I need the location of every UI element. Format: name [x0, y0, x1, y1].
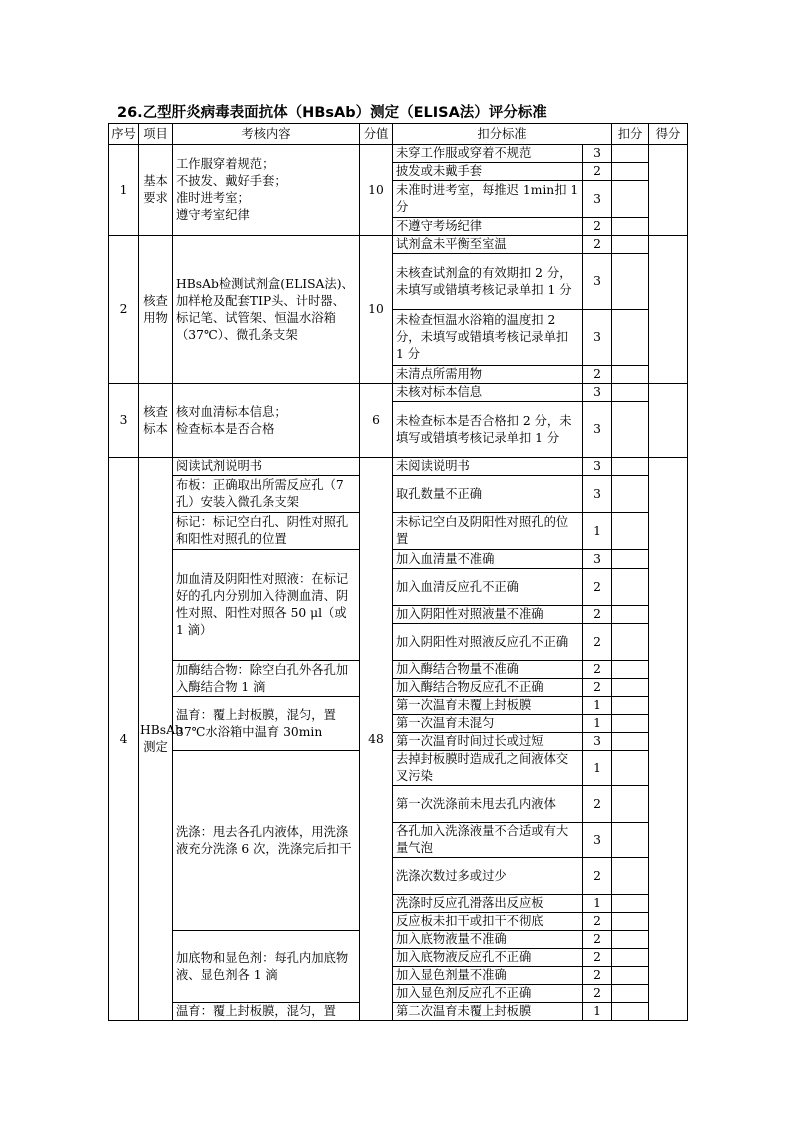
section-score: 10	[360, 145, 393, 236]
criterion-text: 未标记空白及阴阳性对照孔的位置	[393, 513, 583, 550]
criterion-text: 去掉封板膜时造成孔之间液体交叉污染	[393, 751, 583, 786]
criterion-points: 1	[583, 697, 612, 715]
criterion-points: 2	[583, 858, 612, 895]
deduction-cell	[612, 145, 649, 163]
criterion-text: 加入酶结合物反应孔不正确	[393, 679, 583, 697]
deduction-cell	[612, 458, 649, 476]
section-score: 48	[360, 458, 393, 1021]
section-number: 4	[109, 458, 139, 1021]
deduction-cell	[612, 606, 649, 624]
table-body	[109, 145, 688, 1021]
table-row	[109, 513, 688, 550]
criterion-text: 试剂盒未平衡至室温	[393, 236, 583, 254]
deduction-cell	[612, 366, 649, 384]
table-row	[109, 145, 688, 163]
criterion-points: 1	[583, 895, 612, 913]
criterion-points: 3	[583, 145, 612, 163]
table-row	[109, 697, 688, 715]
criterion-text: 未检查标本是否合格扣 2 分，未填写或错填考核记录单扣 1 分	[393, 402, 583, 458]
criterion-text: 反应板未扣干或扣干不彻底	[393, 913, 583, 931]
deduction-cell	[612, 402, 649, 458]
deduction-cell	[612, 751, 649, 786]
criterion-points: 3	[583, 181, 612, 218]
criterion-points: 2	[583, 661, 612, 679]
deduction-cell	[612, 913, 649, 931]
deduction-cell	[612, 1003, 649, 1021]
criterion-points: 2	[583, 236, 612, 254]
criterion-text: 未核查试剂盒的有效期扣 2 分，未填写或错填考核记录单扣 1 分	[393, 254, 583, 310]
assessment-content: 阅读试剂说明书	[173, 458, 360, 476]
criterion-text: 加入显色剂反应孔不正确	[393, 985, 583, 1003]
score-got-cell	[649, 236, 688, 384]
score-got-cell	[649, 145, 688, 236]
table-row	[109, 476, 688, 513]
criterion-points: 2	[583, 218, 612, 236]
table-row	[109, 751, 688, 786]
criterion-points: 2	[583, 366, 612, 384]
criterion-points: 2	[583, 985, 612, 1003]
criterion-points: 3	[583, 384, 612, 402]
criterion-text: 第一次温育未混匀	[393, 715, 583, 733]
criterion-points: 3	[583, 823, 612, 858]
criterion-text: 加入底物液量不准确	[393, 931, 583, 949]
criterion-points: 3	[583, 476, 612, 513]
assessment-content: 工作服穿着规范； 不披发、戴好手套； 准时进考室； 遵守考室纪律	[173, 145, 360, 236]
header-score: 分值	[360, 124, 393, 145]
criterion-text: 未清点所需用物	[393, 366, 583, 384]
deduction-cell	[612, 895, 649, 913]
deduction-cell	[612, 218, 649, 236]
deduction-cell	[612, 163, 649, 181]
section-score: 6	[360, 384, 393, 458]
criterion-points: 3	[583, 458, 612, 476]
deduction-cell	[612, 679, 649, 697]
deduction-cell	[612, 181, 649, 218]
assessment-content: 加血清及阴阳性对照液：在标记好的孔内分别加入待测血清、阴性对照、阳性对照各 50 μl（或 1 滴）	[173, 550, 360, 661]
score-got-cell	[649, 458, 688, 1021]
criterion-points: 2	[583, 931, 612, 949]
deduction-cell	[612, 931, 649, 949]
assessment-content: 洗涤：甩去各孔内液体，用洗涤液充分洗涤 6 次，洗涤完后扣干	[173, 751, 360, 931]
criterion-points: 3	[583, 550, 612, 569]
table-header-row	[109, 124, 688, 145]
document-title: 26.乙型肝炎病毒表面抗体（HBsAb）测定（ELISA法）评分标准	[117, 105, 547, 121]
table-row	[109, 458, 688, 476]
deduction-cell	[612, 786, 649, 823]
criterion-text: 各孔加入洗涤液量不合适或有大量气泡	[393, 823, 583, 858]
section-score: 10	[360, 236, 393, 384]
deduction-cell	[612, 384, 649, 402]
criterion-points: 1	[583, 751, 612, 786]
header-criteria: 扣分标准	[393, 124, 612, 145]
deduction-cell	[612, 949, 649, 967]
criterion-text: 洗涤时反应孔滑落出反应板	[393, 895, 583, 913]
assessment-content: 温育：覆上封板膜，混匀，置	[173, 1003, 360, 1021]
deduction-cell	[612, 985, 649, 1003]
assessment-content: 核对血清标本信息； 检查标本是否合格	[173, 384, 360, 458]
criterion-text: 第一次洗涤前未甩去孔内液体	[393, 786, 583, 823]
criterion-points: 3	[583, 310, 612, 366]
deduction-cell	[612, 513, 649, 550]
header-no: 序号	[109, 124, 139, 145]
criterion-points: 2	[583, 967, 612, 985]
deduction-cell	[612, 858, 649, 895]
criterion-points: 3	[583, 733, 612, 751]
criterion-text: 披发或未戴手套	[393, 163, 583, 181]
header-item: 项目	[139, 124, 173, 145]
deduction-cell	[612, 823, 649, 858]
criterion-text: 未准时进考室，每推迟 1min扣 1 分	[393, 181, 583, 218]
section-item: HBsAb测定	[139, 458, 173, 1021]
criterion-text: 不遵守考场纪律	[393, 218, 583, 236]
criterion-points: 2	[583, 606, 612, 624]
header-content: 考核内容	[173, 124, 360, 145]
criterion-points: 2	[583, 913, 612, 931]
criterion-points: 2	[583, 949, 612, 967]
criterion-text: 第二次温育未覆上封板膜	[393, 1003, 583, 1021]
criterion-points: 2	[583, 624, 612, 661]
deduction-cell	[612, 624, 649, 661]
assessment-content: 加底物和显色剂：每孔内加底物液、显色剂各 1 滴	[173, 931, 360, 1003]
criterion-text: 加入显色剂量不准确	[393, 967, 583, 985]
deduction-cell	[612, 476, 649, 513]
table-row	[109, 236, 688, 254]
criterion-points: 3	[583, 402, 612, 458]
criterion-points: 2	[583, 786, 612, 823]
criterion-points: 1	[583, 513, 612, 550]
deduction-cell	[612, 661, 649, 679]
scoring-table	[108, 123, 688, 1021]
assessment-content: 加酶结合物：除空白孔外各孔加入酶结合物 1 滴	[173, 661, 360, 697]
deduction-cell	[612, 569, 649, 606]
section-item: 基本要求	[139, 145, 173, 236]
criterion-text: 加入血清量不准确	[393, 550, 583, 569]
assessment-content: 布板：正确取出所需反应孔（7孔）安装入微孔条支架	[173, 476, 360, 513]
deduction-cell	[612, 254, 649, 310]
criterion-points: 2	[583, 163, 612, 181]
table-row	[109, 384, 688, 402]
section-number: 1	[109, 145, 139, 236]
table-row	[109, 661, 688, 679]
criterion-text: 未核对标本信息	[393, 384, 583, 402]
deduction-cell	[612, 697, 649, 715]
criterion-points: 2	[583, 679, 612, 697]
criterion-text: 加入阴阳性对照液反应孔不正确	[393, 624, 583, 661]
score-got-cell	[649, 384, 688, 458]
section-number: 3	[109, 384, 139, 458]
deduction-cell	[612, 715, 649, 733]
criterion-text: 加入阴阳性对照液量不准确	[393, 606, 583, 624]
criterion-points: 3	[583, 254, 612, 310]
assessment-content: HBsAb检测试剂盒(ELISA法)、加样枪及配套TIP头、计时器、标记笔、试管架、恒温水浴箱（37℃）、微孔条支架	[173, 236, 360, 384]
deduction-cell	[612, 236, 649, 254]
table-row	[109, 1003, 688, 1021]
criterion-text: 取孔数量不正确	[393, 476, 583, 513]
criterion-text: 未穿工作服或穿着不规范	[393, 145, 583, 163]
deduction-cell	[612, 550, 649, 569]
criterion-text: 未阅读说明书	[393, 458, 583, 476]
table-row	[109, 550, 688, 569]
section-item: 核查标本	[139, 384, 173, 458]
table-row	[109, 931, 688, 949]
section-number: 2	[109, 236, 139, 384]
criterion-text: 加入酶结合物量不准确	[393, 661, 583, 679]
header-got: 得分	[649, 124, 688, 145]
criterion-text: 加入底物液反应孔不正确	[393, 949, 583, 967]
criterion-points: 1	[583, 715, 612, 733]
criterion-text: 第一次温育时间过长或过短	[393, 733, 583, 751]
section-item: 核查用物	[139, 236, 173, 384]
criterion-text: 未检查恒温水浴箱的温度扣 2 分，未填写或错填考核记录单扣 1 分	[393, 310, 583, 366]
criterion-points: 1	[583, 1003, 612, 1021]
assessment-content: 温育：覆上封板膜，混匀，置37℃水浴箱中温育 30min	[173, 697, 360, 751]
deduction-cell	[612, 967, 649, 985]
assessment-content: 标记：标记空白孔、阴性对照孔和阳性对照孔的位置	[173, 513, 360, 550]
criterion-text: 洗涤次数过多或过少	[393, 858, 583, 895]
deduction-cell	[612, 733, 649, 751]
criterion-text: 第一次温育未覆上封板膜	[393, 697, 583, 715]
criterion-points: 2	[583, 569, 612, 606]
deduction-cell	[612, 310, 649, 366]
criterion-text: 加入血清反应孔不正确	[393, 569, 583, 606]
header-deduction: 扣分	[612, 124, 649, 145]
